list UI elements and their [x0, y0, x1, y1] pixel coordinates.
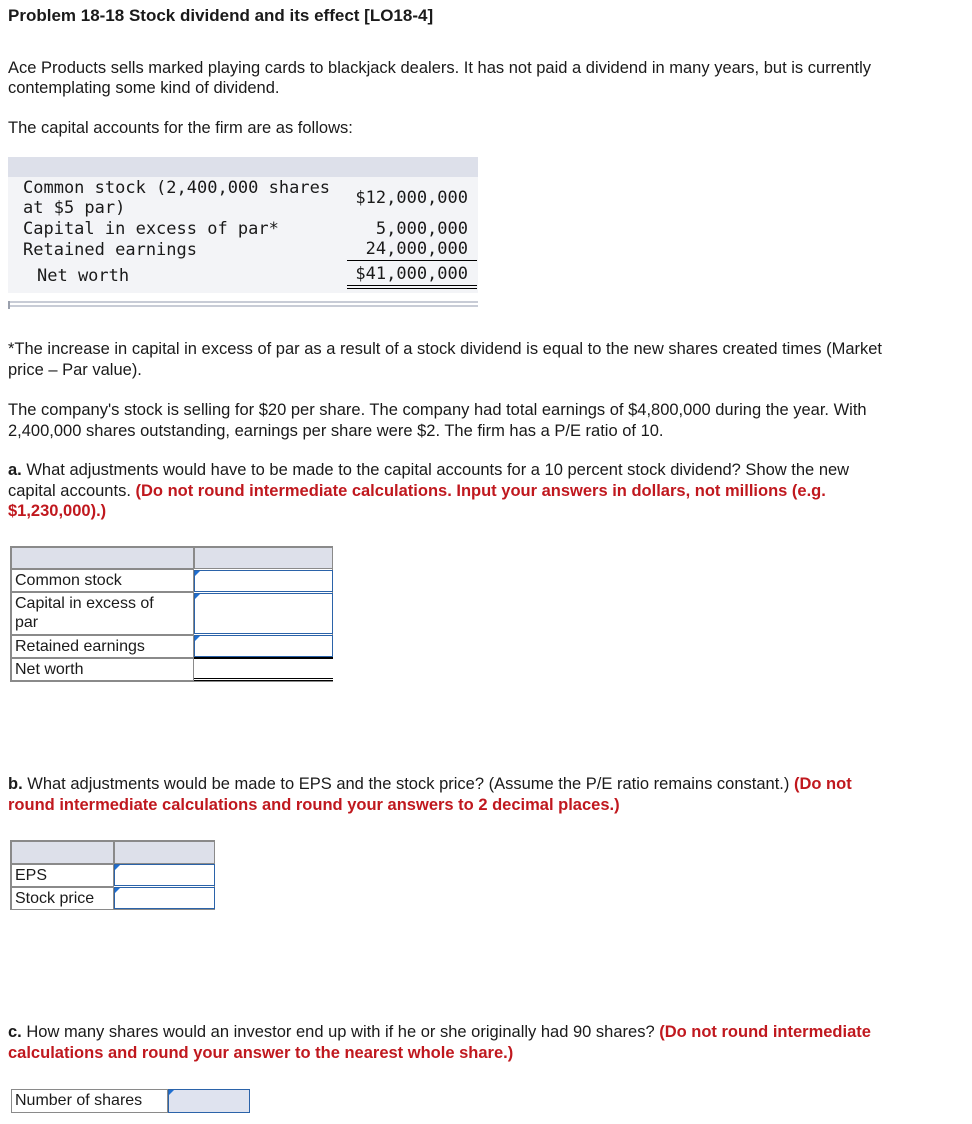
footnote-line-2: price – Par value). — [8, 361, 142, 379]
part-a-q1: What adjustments would have to be made to the capital accounts for a 10 percent stock dividend? Show the new — [21, 461, 850, 479]
part-a-letter: a. — [8, 461, 22, 479]
cap-row-excess-value: 5,000,000 — [375, 219, 468, 239]
cap-row-retained-label: Retained earnings — [23, 240, 197, 260]
intro-line-3: The capital accounts for the firm are as follows: — [8, 119, 353, 137]
part-a-instructions: (Do not round intermediate calculations. Input your answers in dollars, not millions (e.g. — [135, 482, 826, 500]
part-a-header-cell-1 — [11, 547, 194, 569]
part-a-row-retained: Retained earnings — [11, 635, 194, 658]
part-b-row-stock-price: Stock price — [11, 887, 114, 910]
eps-input[interactable] — [114, 864, 215, 886]
cap-row-excess-label: Capital in excess of par* — [23, 219, 279, 239]
part-b-instructions-2: round intermediate calculations and round your answers to 2 decimal places.) — [8, 796, 620, 814]
cap-row-common-label-1: Common stock (2,400,000 shares — [23, 178, 331, 198]
part-b-header-cell-1 — [11, 841, 114, 864]
info-line-1: The company's stock is selling for $20 per share. The company had total earnings of $4,800,000 during the year. With — [8, 401, 867, 419]
footnote-line-1: *The increase in capital in excess of par as a result of a stock dividend is equal to the new shares created times (Market — [8, 340, 883, 358]
cap-table-separator-tick — [8, 301, 10, 309]
part-b-question-line-1 — [8, 774, 852, 794]
part-b-q1: What adjustments would be made to EPS and the stock price? (Assume the P/E ratio remains constant.) — [22, 775, 794, 793]
part-c-instructions-2: calculations and round your answer to the nearest whole share.) — [8, 1044, 514, 1062]
input-flag-icon — [195, 594, 200, 599]
number-of-shares-input[interactable] — [168, 1089, 250, 1113]
input-flag-icon — [169, 1090, 174, 1095]
part-a-row-net-worth: Net worth — [11, 658, 194, 681]
cap-total-underline-2 — [347, 288, 477, 289]
cap-excess-label-1: Capital in excess of — [15, 595, 154, 612]
cap-subtotal-underline — [347, 260, 477, 261]
part-c-instructions-1: (Do not round intermediate — [659, 1023, 871, 1041]
capital-excess-input[interactable] — [194, 593, 333, 634]
part-a-instructions-2: $1,230,000).) — [8, 502, 107, 520]
retained-earnings-input[interactable] — [194, 635, 333, 657]
stock-price-input[interactable] — [114, 887, 215, 909]
cap-row-common-label-2: at $5 par) — [23, 198, 126, 218]
common-stock-input[interactable] — [194, 570, 333, 592]
part-b-header-cell-2 — [114, 841, 215, 864]
part-c-question-line-1 — [8, 1022, 871, 1042]
intro-line-1: Ace Products sells marked playing cards to blackjack dealers. It has not paid a dividend in many years, but is currently — [8, 59, 872, 77]
part-c-q1: How many shares would an investor end up with if he or she originally had 90 shares? — [21, 1023, 660, 1041]
part-b-instructions-1: (Do not — [793, 775, 852, 793]
part-a-row-capital-excess — [11, 592, 194, 635]
cap-row-common-value: $12,000,000 — [355, 188, 468, 208]
part-a-question-line-2 — [8, 481, 826, 501]
problem-title: Problem 18-18 Stock dividend and its effect [LO18-4] — [8, 6, 434, 25]
cap-excess-label-2: par — [15, 614, 39, 631]
cap-row-networth-value: $41,000,000 — [355, 264, 468, 284]
input-flag-icon — [195, 636, 200, 641]
part-b-row-eps: EPS — [11, 864, 114, 887]
capital-accounts-header — [8, 157, 478, 177]
part-a-row-common-stock: Common stock — [11, 569, 194, 592]
cap-row-networth-label: Net worth — [37, 266, 130, 286]
cap-total-underline-1 — [347, 285, 477, 286]
input-flag-icon — [115, 888, 120, 893]
number-of-shares-label: Number of shares — [11, 1089, 168, 1113]
cap-row-retained-value: 24,000,000 — [365, 239, 468, 259]
info-line-2: 2,400,000 shares outstanding, earnings per share were $2. The firm has a P/E ratio of 10. — [8, 422, 664, 440]
intro-line-2: contemplating some kind of dividend. — [8, 79, 280, 97]
part-c-letter: c. — [8, 1023, 22, 1041]
input-flag-icon — [115, 865, 120, 870]
part-a-header-cell-2 — [194, 547, 333, 569]
input-flag-icon — [195, 571, 200, 576]
cap-table-separator — [8, 301, 478, 307]
part-a-q2: capital accounts. — [8, 482, 136, 500]
net-worth-output — [194, 659, 333, 681]
part-a-question-line-1 — [8, 460, 849, 480]
part-b-letter: b. — [8, 775, 23, 793]
